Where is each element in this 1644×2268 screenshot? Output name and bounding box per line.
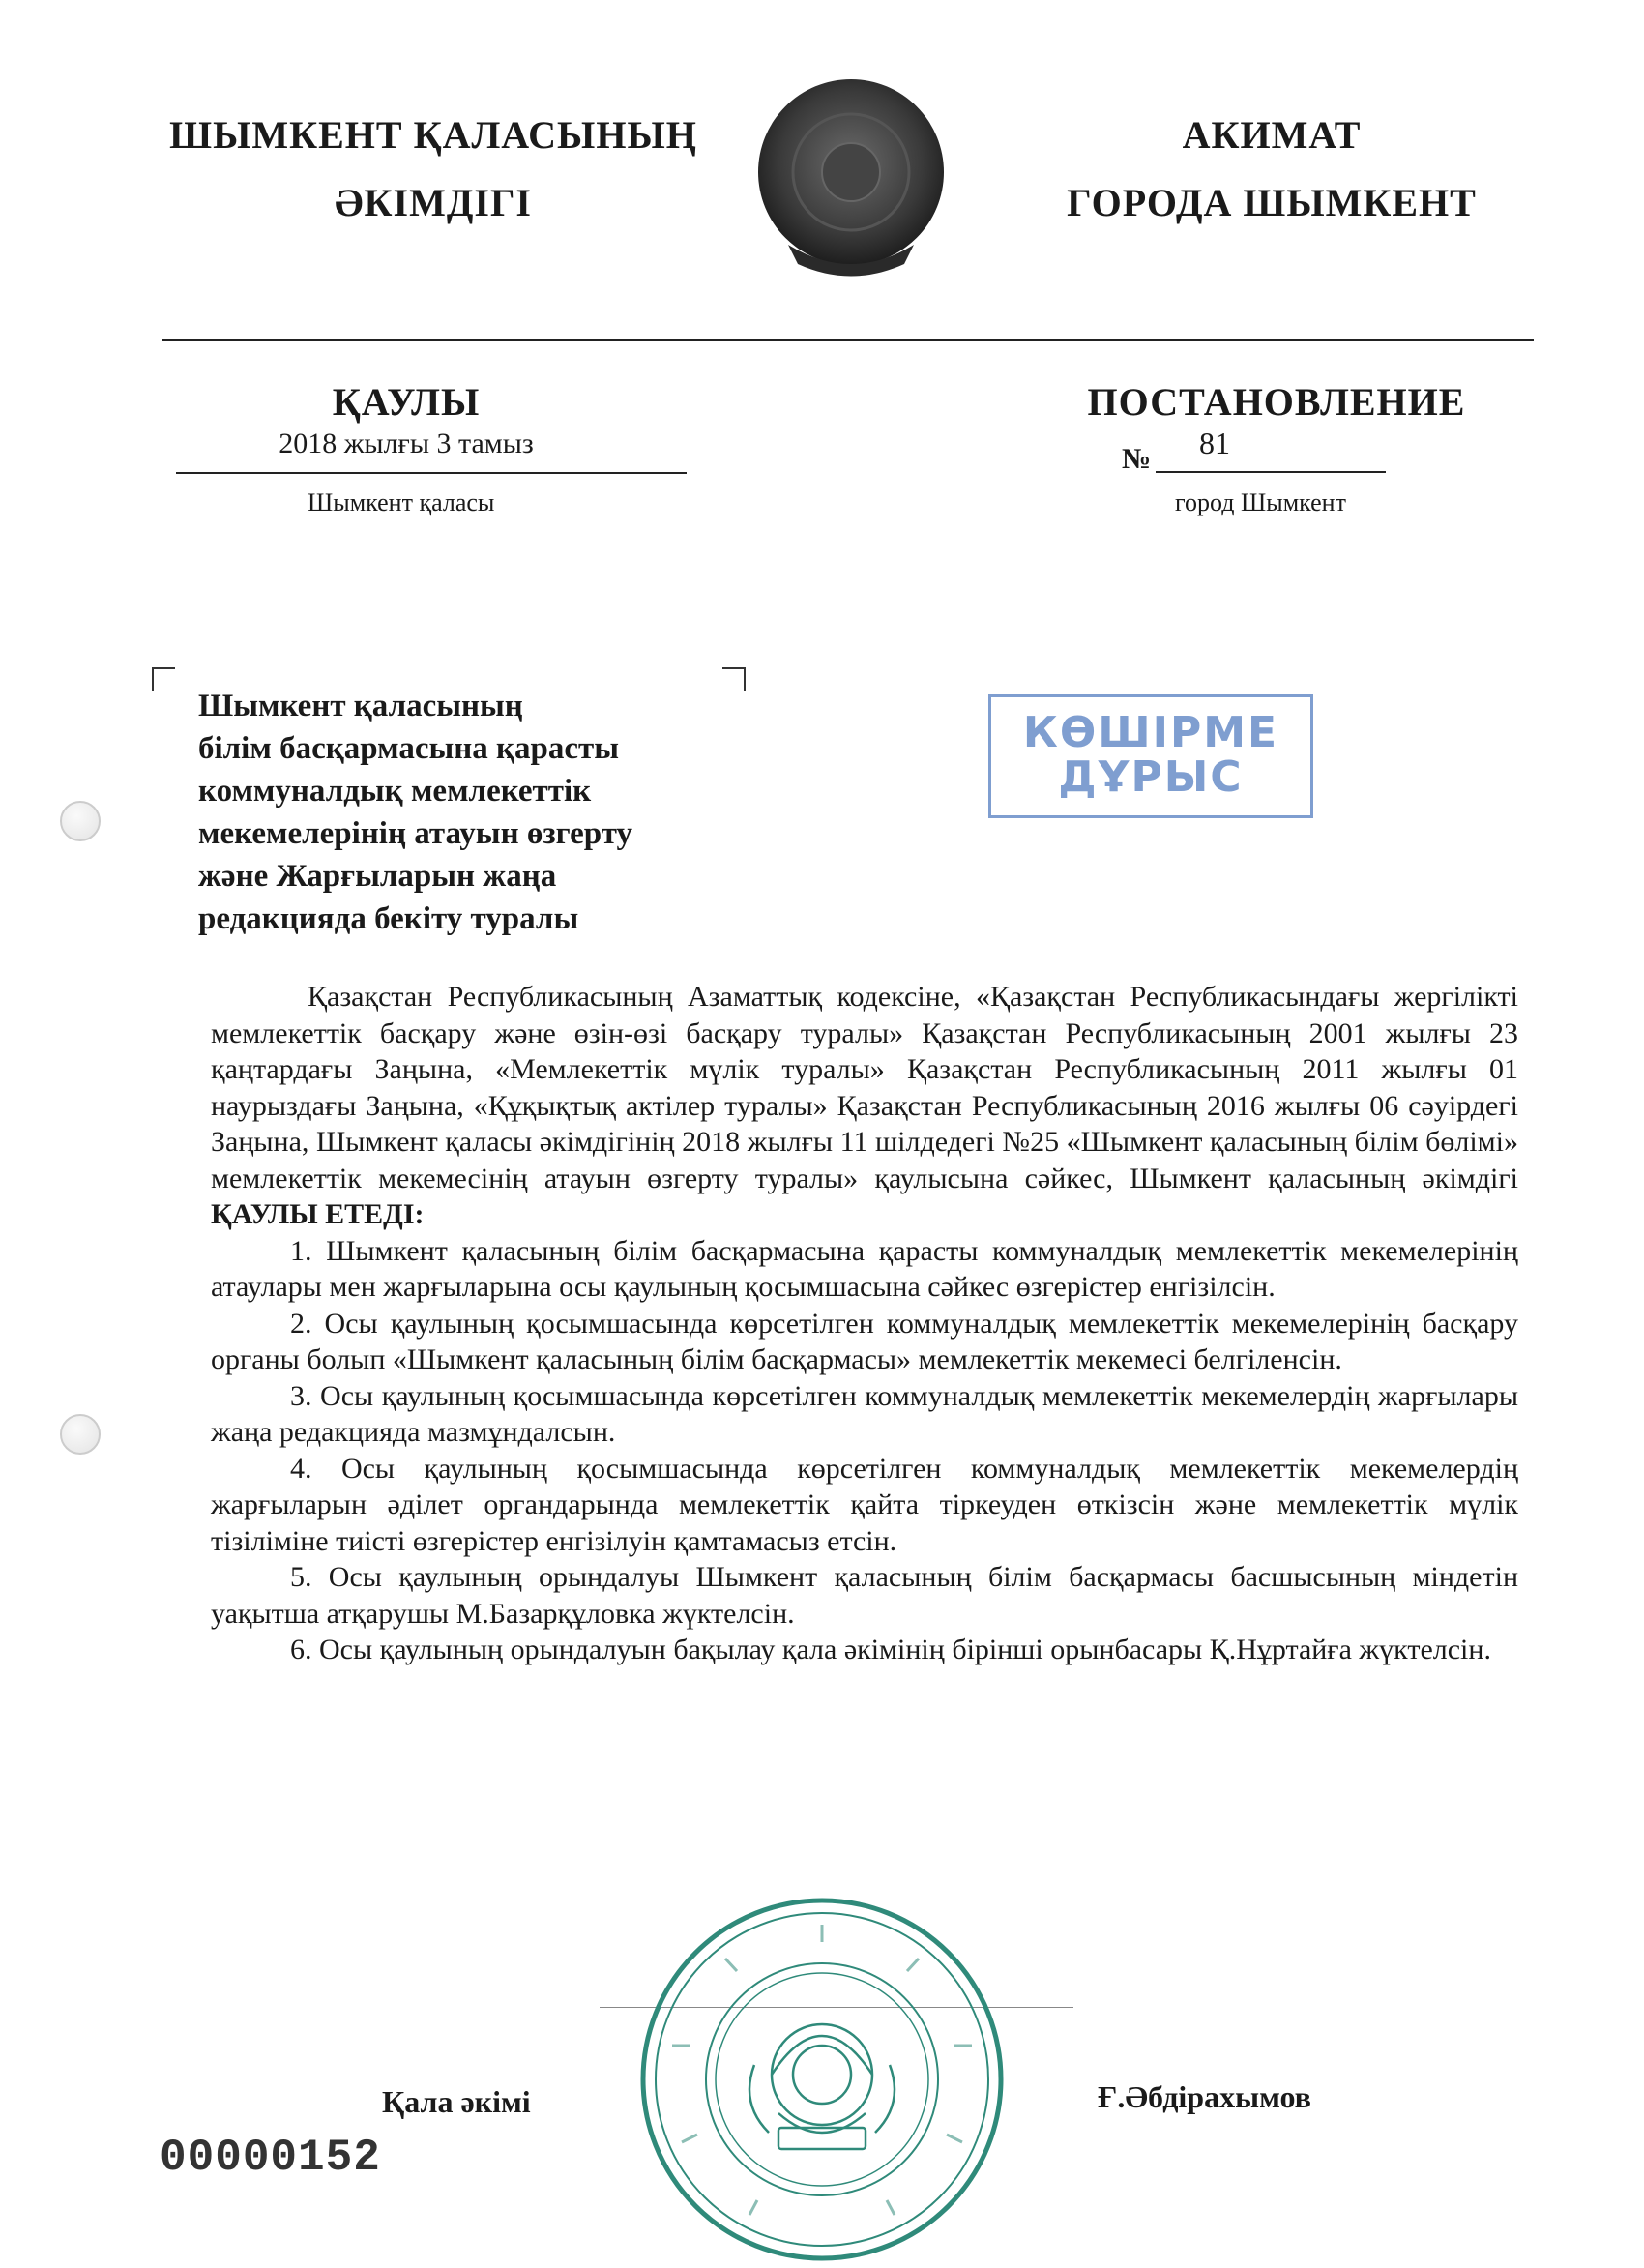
header-right-line1: АКИМАТ <box>1182 113 1362 157</box>
copy-stamp-line2: ДҰРЫС <box>1058 752 1244 802</box>
resolves-text: ҚАУЛЫ ЕТЕДІ: <box>211 1198 425 1230</box>
decree-subject <box>198 685 740 940</box>
registration-number: 00000152 <box>160 2133 381 2183</box>
punch-hole-bottom <box>60 1414 101 1455</box>
subject-line: білім басқармасына қарасты <box>198 731 620 766</box>
subject-line: коммуналдық мемлекеттік <box>198 774 592 809</box>
header-left-line2: ӘКІМДІГІ <box>335 181 532 224</box>
decree-date: 2018 жылғы 3 тамыз <box>279 427 534 459</box>
subject-line: редакцияда бекіту туралы <box>198 901 579 936</box>
header-divider <box>162 339 1534 341</box>
header-left-line1: ШЫМКЕНТ ҚАЛАСЫНЫҢ <box>169 113 697 157</box>
decree-item: 6. Осы қаулының орындалуын бақылау қала әкімінің бірінші орынбасары Қ.Нұртайға жүктелсін. <box>290 1634 1491 1665</box>
decree-kaz-title: ҚАУЛЫ <box>332 380 481 424</box>
decree-item: 3. Осы қаулының қосымшасында көрсетілген коммуналдық мемлекеттік мекемелердің жарғылары жаңа редакцияда мазмұндалсын. <box>211 1379 1518 1448</box>
decree-number-underline <box>1156 471 1386 473</box>
decree-kaz-city: Шымкент қаласы <box>308 488 495 516</box>
decree-number-label: № <box>1122 443 1152 475</box>
subject-line: Шымкент қаласының <box>198 689 523 723</box>
signature-position: Қала әкімі <box>382 2084 531 2119</box>
copy-correct-stamp <box>988 694 1313 818</box>
header-left <box>162 102 704 237</box>
header-right <box>1020 102 1523 237</box>
decree-body <box>211 979 1518 1668</box>
subject-line: және Жарғыларын жаңа <box>198 859 557 894</box>
decree-number: 81 <box>1199 426 1230 460</box>
decree-item: 2. Осы қаулының қосымшасында көрсетілген коммуналдық мемлекеттік мекемелерінің басқару органы болып «Шымкент қаласының білім басқармасы» мемлекеттік мекемесі белгіленсін. <box>211 1307 1518 1375</box>
copy-stamp-line1: КӨШІРМЕ <box>1022 708 1279 757</box>
preamble-text: Қазақстан Республикасының Азаматтық кодексіне, «Қазақстан Республикасындағы жергілікті мемлекеттік басқару және өзін-өзі басқару туралы» Қазақстан Республикасының 2001 жылғы 23 қаңтардағы Заңына, «Мемлекеттік мүлік туралы» Қазақстан Республикасының 2011 жылғы 01 наурыздағы Заңына, «Құқықтық актілер туралы» Қазақстан Республикасының 2016 жылғы 06 сәуірдегі Заңына, Шымкент қаласы әкімдігінің 2018 жылғы 11 шілдедегі №25 «Шымкент қаласының білім бөлімі» мемлекеттік мекемесінің атауын өзгерту туралы» қаулысына сәйкес, Шымкент қаласының әкімдігі <box>211 981 1518 1194</box>
subject-line: мекемелерінің атауын өзгерту <box>198 816 632 851</box>
header-right-line2: ГОРОДА ШЫМКЕНТ <box>1067 181 1477 224</box>
decree-item: 5. Осы қаулының орындалуы Шымкент қаласының білім басқармасы басшысының міндетін уақытша атқарушы М.Базарқұловка жүктелсін. <box>211 1561 1518 1630</box>
subject-corner-left <box>152 667 175 691</box>
decree-rus-city: город Шымкент <box>1175 488 1346 516</box>
decree-date-underline <box>176 472 687 474</box>
official-round-seal <box>633 1891 1011 2268</box>
punch-hole-top <box>60 801 101 841</box>
preamble-paragraph <box>211 979 1518 1233</box>
signature-name: Ғ.Әбдірахымов <box>1098 2079 1311 2114</box>
state-emblem-icon <box>749 75 953 279</box>
decree-item: 4. Осы қаулының қосымшасында көрсетілген коммуналдық мемлекеттік мекемелердің жарғыларын әділет органдарында мемлекеттік қайта тіркеуден өткізсін және мемлекеттік мүлік тізіліміне тиісті өзгерістер енгізілуін қамтамасыз етсін. <box>211 1452 1518 1557</box>
decree-rus-title: ПОСТАНОВЛЕНИЕ <box>1087 380 1466 424</box>
decree-item: 1. Шымкент қаласының білім басқармасына қарасты коммуналдық мемлекеттік мекемелерінің атаулары мен жарғыларына осы қаулының қосымшасына сәйкес өзгерістер енгізілсін. <box>211 1234 1518 1303</box>
